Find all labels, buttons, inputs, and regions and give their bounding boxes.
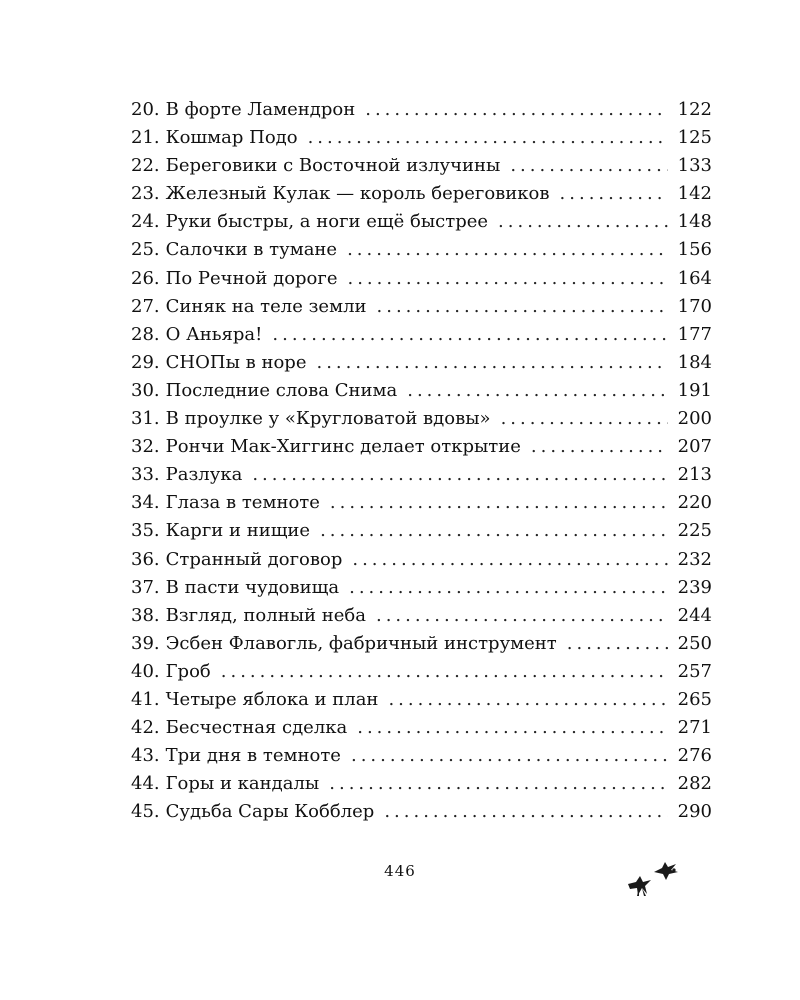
chapter-page: 156 [677, 239, 712, 261]
chapter-title: В проулке у «Кругловатой вдовы» [165, 408, 491, 430]
chapter-page: 177 [677, 323, 712, 345]
chapter-title: Эсбен Флавогль, фабричный инструмент [165, 632, 557, 654]
dot-leader [498, 208, 668, 236]
toc-entry[interactable] [131, 152, 712, 180]
chapter-title: Горы и кандалы [165, 773, 320, 795]
toc-entry[interactable] [131, 742, 712, 770]
dot-leader [221, 658, 668, 686]
chapter-title: Три дня в темноте [165, 745, 341, 767]
chapter-title: СНОПы в норе [165, 351, 307, 373]
chapter-number: 40. [131, 660, 160, 682]
dot-leader [329, 770, 667, 798]
toc-entry[interactable] [131, 714, 712, 742]
chapter-title: Глаза в темноте [165, 492, 320, 514]
dot-leader [316, 349, 667, 377]
chapter-number: 33. [131, 464, 160, 486]
toc-entry[interactable] [131, 349, 712, 377]
chapter-number: 20. [131, 99, 160, 120]
chapter-number: 25. [131, 239, 160, 261]
dot-leader [352, 546, 667, 574]
chapter-page: 290 [677, 801, 712, 823]
chapter-number: 42. [131, 717, 160, 739]
dot-leader [347, 236, 668, 264]
chapter-title: Четыре яблока и план [165, 688, 379, 710]
toc-entry[interactable] [131, 180, 712, 208]
toc-entry[interactable] [131, 265, 712, 293]
chapter-number: 32. [131, 436, 160, 458]
chapter-title: О Аньяра! [165, 323, 263, 345]
chapter-number: 38. [131, 604, 160, 626]
dot-leader [384, 798, 667, 826]
chapter-title: Взгляд, полный неба [165, 604, 366, 626]
toc-entry[interactable] [131, 96, 712, 124]
chapter-title: Рончи Мак-Хиггинс делает открытие [165, 436, 521, 458]
chapter-number: 26. [131, 267, 160, 289]
toc-entry[interactable] [131, 236, 712, 264]
dot-leader [351, 742, 668, 770]
chapter-number: 41. [131, 688, 160, 710]
toc-entry[interactable] [131, 433, 712, 461]
chapter-title: Последние слова Снима [165, 379, 398, 401]
chapter-page: 220 [677, 492, 712, 514]
dot-leader [330, 489, 668, 517]
chapter-number: 28. [131, 323, 160, 345]
chapter-page: 184 [677, 351, 712, 373]
chapter-page: 257 [677, 660, 712, 682]
dot-leader [407, 377, 667, 405]
toc-entry[interactable] [131, 602, 712, 630]
chapter-page: 276 [677, 745, 712, 767]
chapter-number: 34. [131, 492, 160, 514]
dot-leader [377, 293, 668, 321]
chapter-number: 37. [131, 576, 160, 598]
chapter-page: 125 [677, 127, 712, 149]
toc-entry[interactable] [131, 546, 712, 574]
chapter-page: 122 [677, 99, 712, 120]
toc-entry[interactable] [131, 574, 712, 602]
chapter-title: Руки быстры, а ноги ещё быстрее [165, 211, 489, 233]
toc-entry[interactable] [131, 489, 712, 517]
chapter-number: 22. [131, 155, 160, 177]
chapter-title: Железный Кулак — король береговиков [165, 183, 550, 205]
chapter-number: 36. [131, 548, 160, 570]
chapter-number: 29. [131, 351, 160, 373]
toc-entry[interactable] [131, 630, 712, 658]
chapter-number: 45. [131, 801, 160, 823]
chapter-page: 250 [677, 632, 712, 654]
chapter-number: 31. [131, 408, 160, 430]
toc-entry[interactable] [131, 770, 712, 798]
dot-leader [365, 96, 667, 124]
toc-entry[interactable] [131, 461, 712, 489]
chapter-number: 23. [131, 183, 160, 205]
chapter-number: 39. [131, 632, 160, 654]
dot-leader [252, 461, 667, 489]
chapter-page: 207 [677, 436, 712, 458]
flying-birds-icon [624, 858, 684, 902]
chapter-title: Бесчестная сделка [165, 717, 348, 739]
dot-leader [357, 714, 667, 742]
chapter-page: 244 [677, 604, 712, 626]
chapter-title: В пасти чудовища [165, 576, 340, 598]
dot-leader [567, 630, 668, 658]
dot-leader [347, 265, 667, 293]
toc-entry[interactable] [131, 293, 712, 321]
toc-entry[interactable] [131, 517, 712, 545]
dot-leader [531, 433, 668, 461]
chapter-title: Карги и нищие [165, 520, 311, 542]
dot-leader [272, 321, 667, 349]
toc-entry[interactable] [131, 658, 712, 686]
toc-entry[interactable] [131, 208, 712, 236]
chapter-title: Береговики с Восточной излучины [165, 155, 501, 177]
chapter-number: 43. [131, 745, 160, 767]
dot-leader [501, 405, 668, 433]
dot-leader [510, 152, 667, 180]
chapter-page: 232 [677, 548, 712, 570]
chapter-number: 44. [131, 773, 160, 795]
chapter-number: 30. [131, 379, 160, 401]
table-of-contents [131, 96, 712, 826]
dot-leader [349, 574, 668, 602]
chapter-page: 200 [677, 408, 712, 430]
chapter-page: 191 [677, 379, 712, 401]
chapter-page: 148 [677, 211, 712, 233]
chapter-title: Гроб [165, 660, 211, 682]
chapter-number: 24. [131, 211, 160, 233]
chapter-page: 142 [677, 183, 712, 205]
toc-entry[interactable] [131, 321, 712, 349]
chapter-page: 225 [677, 520, 712, 542]
toc-entry[interactable] [131, 798, 712, 826]
chapter-title: Кошмар Подо [165, 127, 298, 149]
chapter-number: 21. [131, 127, 160, 149]
chapter-page: 239 [677, 576, 712, 598]
toc-entry[interactable] [131, 124, 712, 152]
chapter-title: Странный договор [165, 548, 343, 570]
toc-entry[interactable] [131, 377, 712, 405]
dot-leader [308, 124, 668, 152]
chapter-page: 170 [677, 295, 712, 317]
chapter-title: Салочки в тумане [165, 239, 338, 261]
chapter-page: 213 [677, 464, 712, 486]
page-number: 446 [384, 862, 416, 880]
dot-leader [560, 180, 668, 208]
chapter-number: 35. [131, 520, 160, 542]
chapter-page: 282 [677, 773, 712, 795]
chapter-page: 133 [677, 155, 712, 177]
dot-leader [376, 602, 668, 630]
chapter-title: Синяк на теле земли [165, 295, 367, 317]
chapter-number: 27. [131, 295, 160, 317]
chapter-page: 164 [677, 267, 712, 289]
chapter-title: По Речной дороге [165, 267, 338, 289]
dot-leader [320, 517, 668, 545]
chapter-page: 271 [677, 717, 712, 739]
chapter-page: 265 [677, 688, 712, 710]
toc-entry[interactable] [131, 686, 712, 714]
dot-leader [388, 686, 667, 714]
chapter-title: В форте Ламендрон [165, 99, 356, 120]
chapter-title: Разлука [165, 464, 243, 486]
chapter-title: Судьба Сары Кобблер [165, 801, 375, 823]
toc-entry[interactable] [131, 405, 712, 433]
